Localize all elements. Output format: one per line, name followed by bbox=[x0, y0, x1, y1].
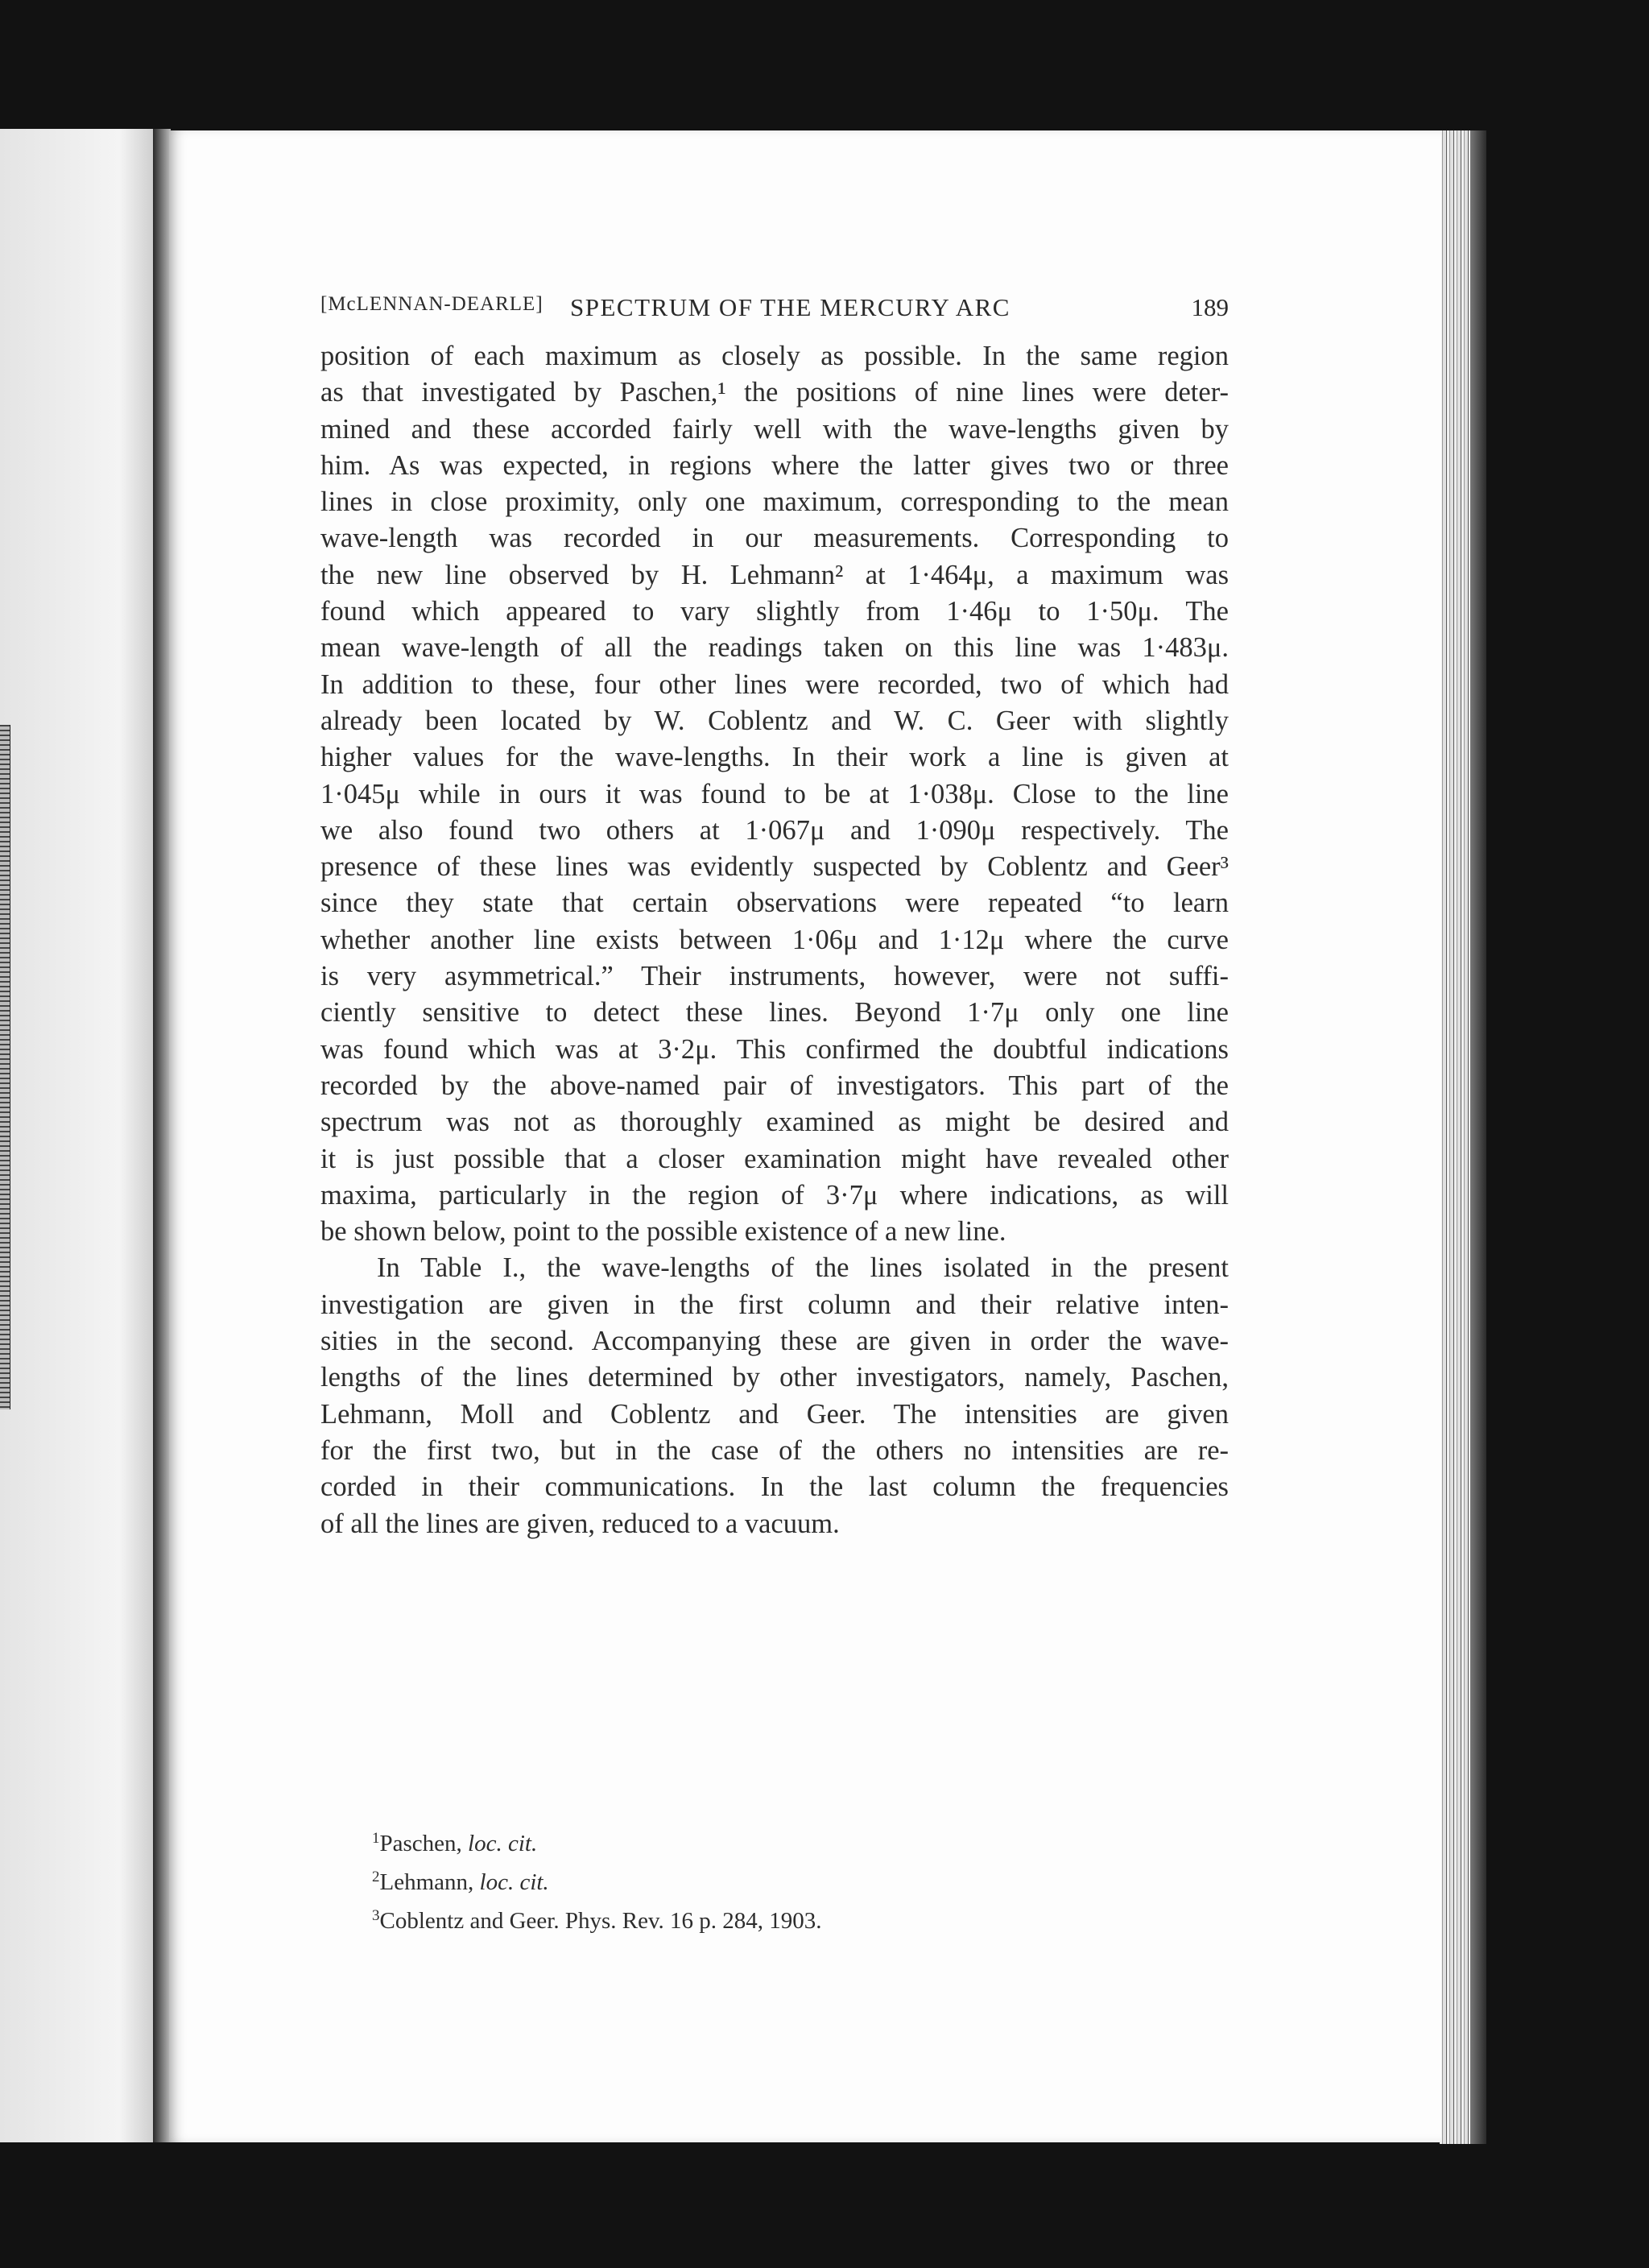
text-line: found which appeared to vary slightly from 1·46μ to 1·50μ. The bbox=[320, 596, 1229, 627]
text-line: whether another line exists between 1·06μ and 1·12μ where the curve bbox=[320, 924, 1229, 955]
text-line: corded in their communications. In the last column the frequencies bbox=[320, 1471, 1229, 1503]
text-line: In Table I., the wave-lengths of the lines isolated in the present bbox=[377, 1252, 1229, 1284]
text-line: higher values for the wave-lengths. In their work a line is given at bbox=[320, 742, 1229, 773]
footnote-1: $^1$Paschen, loc. cit. bbox=[372, 1830, 538, 1856]
text-line: In addition to these, four other lines were recorded, two of which had bbox=[320, 668, 1229, 700]
text-line: sities in the second. Accompanying these are given in order the wave- bbox=[320, 1326, 1229, 1357]
text-line: the new line observed by H. Lehmann² at 1·464μ, a maximum was bbox=[320, 559, 1229, 590]
text-line: of all the lines are given, reduced to a vacuum. bbox=[320, 1508, 840, 1539]
running-head-authors: [McLENNAN-DEARLE] bbox=[320, 293, 543, 315]
running-head-title: SPECTRUM OF THE MERCURY ARC bbox=[570, 293, 1010, 321]
text-line: Lehmann, Moll and Coblentz and Geer. The intensities are given bbox=[320, 1398, 1229, 1430]
text-line: spectrum was not as thoroughly examined as might be desired and bbox=[320, 1107, 1229, 1138]
footnote-2: $^2$Lehmann, loc. cit. bbox=[372, 1869, 549, 1895]
text-line: was found which was at 3·2μ. This confirmed the doubtful indications bbox=[320, 1033, 1229, 1065]
text-line: mined and these accorded fairly well with the wave-lengths given by bbox=[320, 413, 1229, 445]
text-line: already been located by W. Coblentz and W. C. Geer with slightly bbox=[320, 705, 1229, 736]
text-line: since they state that certain observations were repeated “to learn bbox=[320, 888, 1229, 919]
text-line: maxima, particularly in the region of 3·7μ where indications, as will bbox=[320, 1179, 1229, 1211]
text-line: be shown below, point to the possible existence of a new line. bbox=[320, 1216, 1006, 1248]
left-page-index-tabs bbox=[0, 725, 10, 1409]
book-gutter bbox=[153, 129, 171, 2142]
text-line: wave-length was recorded in our measurements. Corresponding to bbox=[320, 523, 1229, 554]
text-line: as that investigated by Paschen,¹ the positions of nine lines were deter- bbox=[320, 377, 1229, 408]
running-head bbox=[320, 293, 1229, 325]
body-text bbox=[320, 338, 1229, 1542]
text-line: him. As was expected, in regions where the latter gives two or three bbox=[320, 449, 1229, 481]
page-number: 189 bbox=[1191, 293, 1229, 321]
left-page-edge bbox=[0, 129, 159, 2142]
text-line: lines in close proximity, only one maximum, corresponding to the mean bbox=[320, 486, 1229, 518]
text-line: it is just possible that a closer examination might have revealed other bbox=[320, 1143, 1229, 1174]
paragraph-1 bbox=[320, 338, 1229, 1250]
paragraph-2 bbox=[320, 1250, 1229, 1542]
text-line: lengths of the lines determined by other investigators, namely, Paschen, bbox=[320, 1362, 1229, 1393]
text-line: ciently sensitive to detect these lines. Beyond 1·7μ only one line bbox=[320, 997, 1229, 1028]
text-line: recorded by the above-named pair of investigators. This part of the bbox=[320, 1070, 1229, 1101]
text-line: we also found two others at 1·067μ and 1·090μ respectively. The bbox=[320, 814, 1229, 846]
right-page-edges bbox=[1440, 130, 1486, 2144]
text-line: 1·045μ while in ours it was found to be at 1·038μ. Close to the line bbox=[320, 778, 1229, 809]
text-line: for the first two, but in the case of the others no intensities are re- bbox=[320, 1434, 1229, 1466]
text-line: position of each maximum as closely as possible. In the same region bbox=[320, 341, 1229, 371]
text-line: mean wave-length of all the readings taken on this line was 1·483μ. bbox=[320, 632, 1229, 664]
text-line: investigation are given in the first column and their relative inten- bbox=[320, 1289, 1229, 1320]
footnotes bbox=[372, 1822, 1217, 1938]
footnote-3: $^3$Coblentz and Geer. Phys. Rev. 16 p. 284, 1903. bbox=[372, 1907, 822, 1934]
text-line: presence of these lines was evidently suspected by Coblentz and Geer³ bbox=[320, 851, 1229, 883]
text-line: is very asymmetrical.” Their instruments, however, were not suffi- bbox=[320, 961, 1229, 992]
